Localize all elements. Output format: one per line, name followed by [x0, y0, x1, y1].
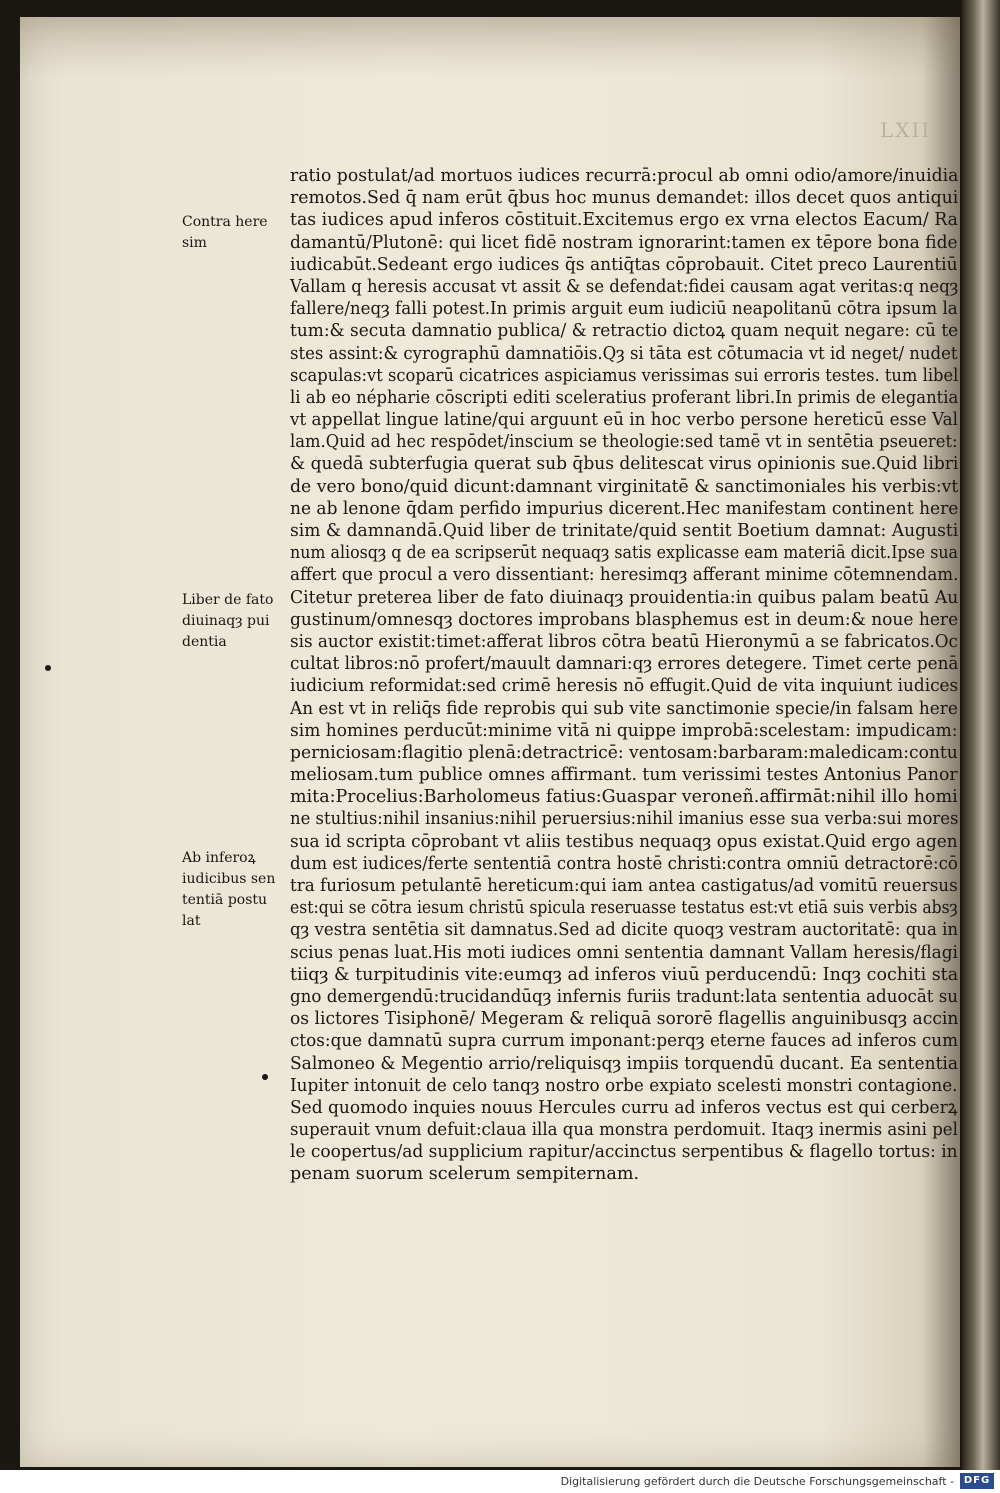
text-line: fallere/neqȝ falli potest.In primis arguit eum iudiciū neapolitanū cōtra ipsum la: [290, 299, 958, 320]
text-line: ctos:que damnatū supra currum imponant:perqȝ eterne fauces ad inferos cum: [290, 1031, 959, 1052]
text-line: & quedā subterfugia querat sub q̄bus delitescat virus opinionis sue.Quid libri: [290, 454, 959, 475]
text-line: tum:& secuta damnatio publica/ & retractio dictoꝝ quam nequit negare: cū te: [290, 321, 959, 342]
text-line: iudicabūt.Sedeant ergo iudices q̄s antiq̄tas cōprobauit. Citet preco Laurentiū: [290, 254, 958, 275]
text-line: scius penas luat.His moti iudices omni sententia damnant Vallam heresis/flagi: [290, 942, 958, 963]
dfg-logo: DFG: [960, 1473, 994, 1489]
margin-note-line: iudicibus sen: [182, 871, 276, 887]
text-line: gno demergendū:trucidandūqȝ infernis furiis tradunt:lata sententia aduocāt su: [290, 986, 959, 1007]
text-line: li ab eo népharie cōscripti editi sceleratius proferant libri.In primis de elegantia: [290, 387, 959, 408]
text-line: superauit vnum defuit:claua illa qua monstra perdomuit. Itaqȝ inermis asini pel: [290, 1120, 958, 1141]
text-line: sim homines perducūt:minime vitā ni quippe improbā:scelestam: impudicam:: [290, 720, 958, 741]
margin-note-line: Contra here: [182, 214, 268, 230]
text-line: tra furiosum petulantē hereticum:qui iam antea castigatus/ad vomitū reuersus: [290, 876, 958, 896]
text-line: iudicium reformidat:sed crimē heresis nō effugit.Quid de vita inquiunt iudices: [290, 676, 959, 697]
text-line: est:qui se cōtra iesum christū spicula reseruasse testatus est:vt etiā suis verbis absȝ: [290, 898, 958, 919]
text-line: le coopertus/ad supplicium rapitur/accinctus serpentibus & flagello tortus: in: [290, 1142, 958, 1163]
margin-note-contra-heresim: [182, 212, 282, 254]
text-line: Salmoneo & Megentio arrio/reliquisqȝ impiis torquendū ducant. Ea sententia: [290, 1053, 959, 1074]
text-line: Citetur preterea liber de fato diuinaqȝ prouidentia:in quibus palam beatū Au: [290, 587, 959, 608]
book-edge: [962, 0, 1000, 1470]
text-line: sis auctor existit:timet:afferat libros cōtra beatū Hieronymū a se fabricatos.Oc: [290, 631, 958, 652]
text-line: Iupiter intonuit de celo tanqȝ nostro orbe expiato scelesti monstri contagione.: [290, 1075, 958, 1096]
margin-note-line: sim: [182, 235, 207, 251]
text-line: dum est iudices/ferte sententiā contra hostē christi:contra omniū detractorē:cō: [290, 853, 958, 874]
margin-note-line: dentia: [182, 634, 227, 650]
margin-note-line: Liber de fato: [182, 592, 274, 608]
text-line: de vero bono/quid dicunt:damnant virginitatē & sanctimoniales his verbis:vt: [290, 476, 959, 497]
text-line: mita:Procelius:Barholomeus fatius:Guaspar veroneñ.affirmāt:nihil illo homi: [290, 787, 958, 808]
text-line: cultat libros:nō profert/mauult damnari:qȝ errores detegere. Timet certe penā: [290, 654, 959, 675]
margin-note-ab-inferorum: [182, 848, 282, 932]
text-line: scapulas:vt scoparū cicatrices aspiciamus verissimas sui erroris testes. tum libel: [290, 365, 959, 386]
main-text-block: [290, 165, 958, 1186]
text-line: ne ab lenone q̄dam perfido impurius dicerent.Hec manifestam continent here: [290, 498, 959, 519]
text-line: damantū/Plutonē: qui licet fidē nostram ignorarint:tamen ex tēpore bona fide: [290, 232, 958, 253]
folio-number: LXII: [880, 118, 932, 142]
text-line: tas iudices apud inferos cōstituit.Excitemus ergo ex vrna electos Eacum/ Ra: [290, 210, 958, 231]
text-line: perniciosam:flagitio plenā:detractricē: ventosam:barbaram:maledicam:contu: [290, 742, 958, 763]
margin-note-line: lat: [182, 913, 201, 929]
text-line: Vallam q heresis accusat vt assit & se defendat:fidei causam agat veritas:q neqȝ: [290, 276, 959, 297]
text-line: vt appellat lingue latine/qui arguunt eū in hoc verbo persone hereticū esse Val: [290, 410, 958, 431]
text-line: stes assint:& cyrographū damnatiōis.Qȝ si tāta est cōtumacia vt id neget/ nudet: [290, 343, 958, 364]
text-line: tiiqȝ & turpitudinis vite:eumqȝ ad inferos viuū perducendū: Inqȝ cochiti sta: [290, 964, 959, 985]
text-line: remotos.Sed q̄ nam erūt q̄bus hoc munus demandet: illos decet quos antiqui: [290, 188, 959, 209]
text-line: Sed quomodo inquies nouus Hercules curru ad inferos vectus est qui cerberꝝ: [290, 1097, 958, 1118]
ink-dot: [45, 665, 51, 671]
margin-note-line: diuinaqȝ pui: [182, 613, 270, 629]
text-line: os lictores Tisiphonē/ Megeram & reliquā sororē flagellis anguinibusqȝ accin: [290, 1009, 959, 1030]
text-line: num aliosqȝ q de ea scripserūt nequaqȝ satis explicasse eam materiā dicit.Ipse sua: [290, 543, 958, 564]
text-line: ratio postulat/ad mortuos iudices recurrā:procul ab omni odio/amore/inuidia: [290, 166, 959, 186]
text-line: lam.Quid ad hec respōdet/inscium se theologie:sed tamē vt in sentētia pseueret:: [290, 432, 958, 453]
ink-dot: [262, 1074, 268, 1080]
text-line: sim & damnandā.Quid liber de trinitate/quid sentit Boetium damnat: Augusti: [290, 521, 959, 541]
text-line: An est vt in reliq̄s fide reprobis qui sub vite sanctimonie specie/in falsam here: [290, 698, 958, 719]
margin-note-liber-de-fato: [182, 590, 282, 653]
footer-bar: [0, 1470, 1000, 1493]
text-line: affert que procul a vero dissentiant: heresimqȝ afferant minime cōtemnendam.: [290, 565, 959, 586]
text-line: ne stultius:nihil insanius:nihil peruersius:nihil imanius esse sua verba:sui mores: [290, 809, 959, 830]
text-line: gustinum/omnesqȝ doctores improbans blasphemus est in deum:& noue here: [290, 609, 959, 630]
text-line: qȝ vestra sentētia sit damnatus.Sed ad dicite quoqȝ vestram auctoritatē: qua in: [290, 920, 959, 941]
text-line: sua id scripta cōprobant vt aliis testibus nequaqȝ opus existat.Quid ergo agen: [290, 831, 958, 852]
margin-note-line: tentiā postu: [182, 892, 268, 908]
footer-credit: Digitalisierung gefördert durch die Deutsche Forschungsgemeinschaft -: [560, 1475, 954, 1488]
text-line: penam suorum scelerum sempiternam.: [290, 1164, 640, 1185]
text-line: meliosam.tum publice omnes affirmant. tum verissimi testes Antonius Panor: [290, 765, 958, 786]
margin-note-line: Ab inferoꝝ: [182, 850, 256, 866]
